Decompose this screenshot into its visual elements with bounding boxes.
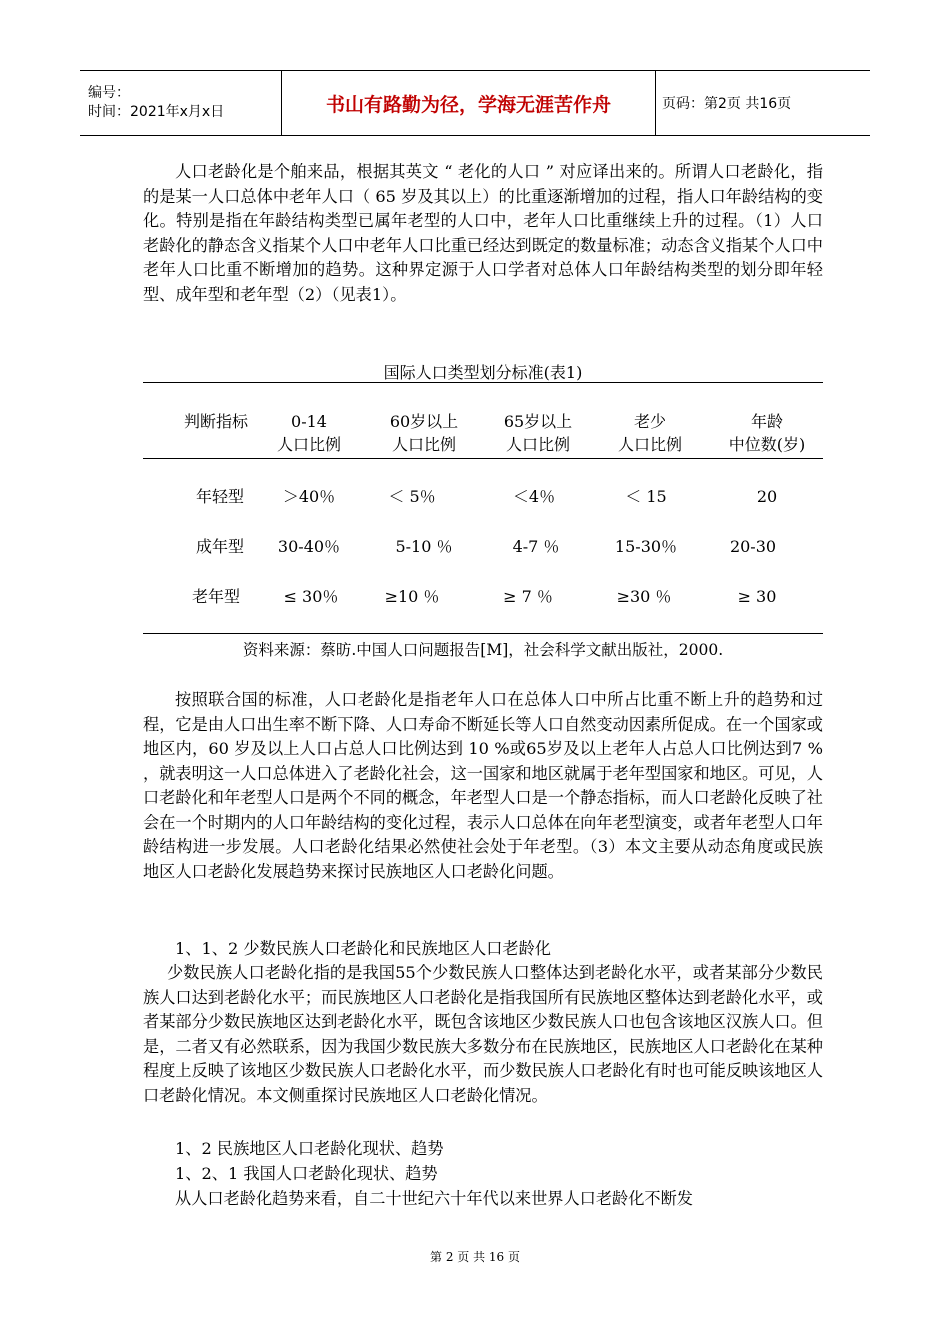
table-source: 资料来源：蔡昉.中国人口问题报告[M]，社会科学文献出版社，2000. [242,641,724,659]
header-date: 时间：2021年x月x日 [88,104,225,120]
section-heading-1-2: 1、2 民族地区人口老龄化现状、趋势 [175,1139,444,1158]
table-cell: ＜ 15 [625,487,667,506]
table-cell: 20 [756,487,778,506]
table-header-cell: 60岁以上 人口比例 [389,412,459,454]
table-header-cell: 0-14 人口比例 [276,412,341,454]
table-header-cell: 年龄 中位数(岁) [728,412,806,454]
table-header-rule [143,458,823,459]
table-cell: ≤ 30％ [283,587,339,606]
table-cell: 30-40％ [277,537,341,556]
table-top-rule [143,382,823,383]
paragraph-trend: 从人口老龄化趋势来看，自二十世纪六十年代以来世界人口老龄化不断发 [175,1189,693,1208]
table-header-cell: 老少 人口比例 [617,412,682,454]
table-cell: ≥10 ％ [384,587,440,606]
paragraph-un-standard: 按照联合国的标准，人口老龄化是指老年人口在总体人口中所占比重不断上升的趋势和过程，它是由人口出生率不断下降、人口寿命不断延长等人口自然变动因素所促成。在一个国家或地区内，60 岁及以上人口占总人口比例达到 10 %或65岁及以上老年人占总人口比例达到7 % ，就表明这一人口总体进入了老龄化社会，这一国家和地区就属于老年型国家和地区。可见，人口老龄化和年老型人口是两个不同的概念，年老型人口是一个静态指标，而人口老龄化反映了社会在一个时期内的人口年龄结构的变化过程，表示人口总体在向年老型演变，或者年老型人口年龄结构进一步发展。人口老龄化结果必然使社会处于年老型。（3）本文主要从动态角度或民族地区人口老龄化发展趋势来探讨民族地区人口老龄化问题。 [143,690,823,881]
header-page-info: 页码：第2页 共16页 [662,96,792,112]
table-cell: ＜ 5％ [388,487,436,506]
header-meta [80,71,282,135]
table-cell: 年轻型 [195,487,244,506]
table-header-cell: 判断指标 [183,412,248,431]
section-heading-1-2-1: 1、2、1 我国人口老龄化现状、趋势 [175,1164,438,1183]
page-footer: 第 2 页 共 16 页 [430,1250,520,1264]
table-cell: ≥ 7 ％ [503,587,553,606]
table-cell: 5-10 ％ [395,537,453,556]
table-cell: 4-7 ％ [512,537,560,556]
table-cell: ≥ 30 [737,587,777,606]
table-cell: 20-30 [729,537,777,556]
table-cell: 成年型 [195,537,244,556]
table-cell: 老年型 [191,587,240,606]
paragraph-minority-aging: 少数民族人口老龄化指的是我国55个少数民族人口整体达到老龄化水平，或者某部分少数民族人口达到老龄化水平；而民族地区人口老龄化是指我国所有民族地区整体达到老龄化水平，或者某部分少数民族地区达到老龄化水平，既包含该地区少数民族人口也包含该地区汉族人口。但是，二者又有必然联系，因为我国少数民族大多数分布在民族地区，民族地区人口老龄化在某种程度上反映了该地区少数民族人口老龄化水平，而少数民族人口老龄化有时也可能反映该地区人口老龄化情况。本文侧重探讨民族地区人口老龄化情况。 [143,963,823,1105]
table-caption: 国际人口类型划分标准(表1) [383,363,583,382]
section-heading-1-1-2: 1、1、2 少数民族人口老龄化和民族地区人口老龄化 [175,939,551,958]
paragraph-intro: 人口老龄化是个舶来品，根据其英文 “ 老化的人口 ” 对应译出来的。所谓人口老龄化，指的是某一人口总体中老年人口（ 65 岁及其以上）的比重逐渐增加的过程，指人口年龄结构的变化。特别是指在年龄结构类型已属年老型的人口中，老年人口比重继续上升的过程。（1）人口老龄化的静态含义指某个人口中老年人口比重已经达到既定的数量标准；动态含义指某个人口中老年人口比重不断增加的趋势。这种界定源于人口学者对总体人口年龄结构类型的划分即年轻型、成年型和老年型（2）（见表1）。 [143,162,823,304]
page-header [80,70,870,136]
table-bottom-rule [143,633,823,634]
table-cell: ≥30 ％ [616,587,672,606]
table-header-cell: 65岁以上 人口比例 [503,412,573,454]
table-cell: 15-30％ [614,537,678,556]
table-cell: ＞40％ [282,487,336,506]
table-cell: ＜4％ [512,487,556,506]
header-motto: 书山有路勤为径，学海无涯苦作舟 [282,71,656,135]
header-number: 编号： [88,85,130,101]
